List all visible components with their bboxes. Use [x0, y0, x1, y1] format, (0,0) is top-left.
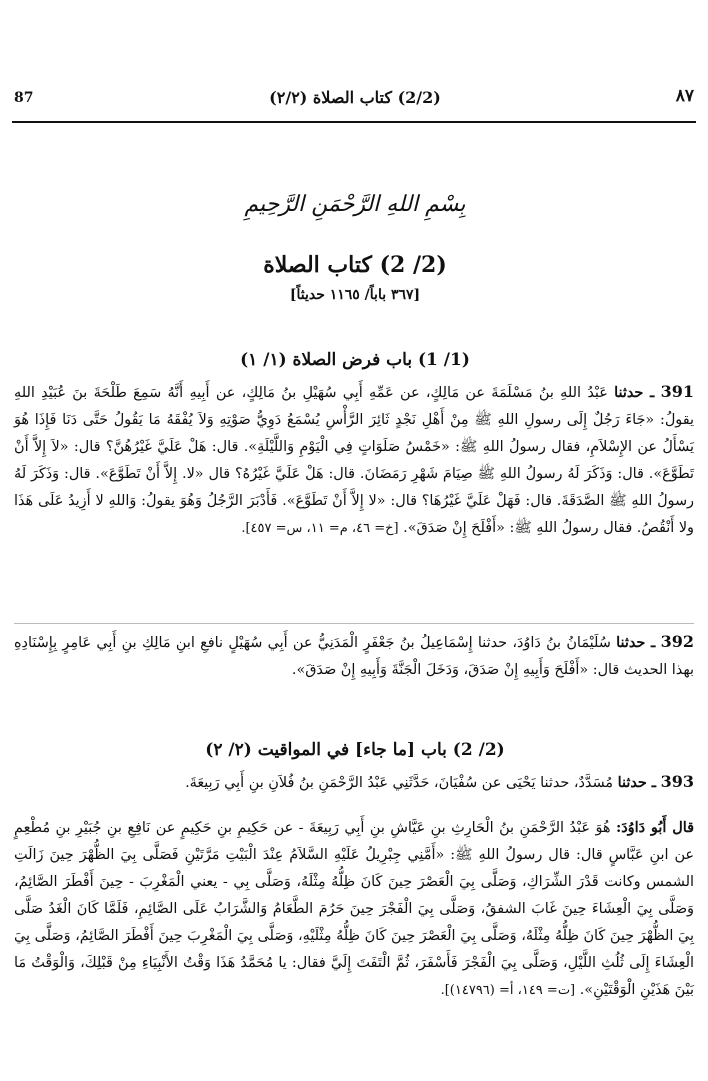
hadith-number: 392 [660, 632, 694, 651]
running-title: (2/2) كتاب الصلاة (٢/٢) [269, 88, 441, 107]
basmala: بِسْمِ اللهِ الرَّحْمَنِ الرَّحِيمِ [244, 192, 466, 217]
hadith-393-note [14, 814, 694, 1004]
hadith-392 [14, 628, 694, 684]
page-number-latin: 87 [14, 90, 34, 106]
hadith-reference: [خ= ٤٦، م= ١١، س= ٤٥٧]. [241, 521, 399, 536]
hadith-391 [14, 378, 694, 542]
hadith-lead: ـ حدثنا [617, 774, 657, 791]
hadith-393 [14, 768, 694, 797]
book-stats: [٣٦٧ باباً/ ١١٦٥ حديثاً] [289, 287, 421, 303]
note-lead: قال أَبُو دَاوُدَ: [615, 819, 694, 836]
hadith-lead: ـ حدثنا [616, 634, 656, 651]
hadith-text: عَبْدُ اللهِ بنُ مَسْلَمَةَ عن مَالِكٍ، عن عَمِّهِ أَبِي سُهَيْلِ بنُ مَالِكٍ، عن أَبِيهِ أَنَّهُ سَمِعَ طَلْحَةَ بنَ عُبَيْدِ اللهِ يقولُ: «جَاءَ رَجُلٌ إِلَى رسولِ اللهِ ﷺ مِنْ أَهْلِ نَجْدٍ ثَائِرَ الرَّأْسِ يُسْمَعُ دَوِيُّ صَوْتِهِ وَلاَ يُفْقَهُ مَا يَقُولُ حَتَّى دَنَا فَإِذَا هُوَ يَسْأَلُ عن الإِسْلاَمِ، فقال رسولُ اللهِ ﷺ: «خَمْسُ صَلَوَاتٍ فِي الْيَوْمِ وَاللَّيْلَةِ». قال: هَلْ عَلَيَّ غَيْرُهُنَّ؟ قال: «لاَ إِلاَّ أَنْ تَطَوَّعَ». قال: وَذَكَرَ لَهُ رسولُ اللهِ ﷺ صِيَامَ شَهْرِ رَمَضَانَ. قال: هَلْ عَلَيَّ غَيْرُهُ؟ قال «لا. إِلاَّ أَنْ تَطَوَّعَ». قال: وَذَكَرَ لَهُ رسولُ اللهِ ﷺ الصَّدَقَةَ. قال: فَهَلْ عَلَيَّ غَيْرُهَا؟ قال: «لا إِلاَّ أَنْ تَطَوَّعَ». فَأَدْبَرَ الرَّجُلُ وَهُوَ يقولُ: وَاللهِ لا أَزِيدُ عَلَى هَذَا ولا أَنْقُصُ. فقال رسولُ اللهِ ﷺ: «أَفْلَحَ إِنْ صَدَقَ». [14, 385, 694, 536]
hadith-number: 391 [660, 382, 694, 401]
hadith-number: 393 [660, 772, 694, 791]
hadith-text: مُسَدَّدٌ، حدثنا يَحْيَى عن سُفْيَانَ، حَدَّثَنِي عَبْدُ الرَّحْمَنِ بنُ فُلاَنِ بنِ أَبِي رَبِيعَةَ. [185, 775, 614, 791]
chapter-title-2: (2/ 2) باب [ما جاء] في المواقيت (٢/ ٢) [205, 740, 505, 760]
separator [14, 623, 694, 624]
chapter-title-1: (1/ 1) باب فرض الصلاة (١/ ١) [240, 350, 470, 370]
header-rule [12, 121, 696, 123]
book-title: (2/ 2) كتاب الصلاة [263, 252, 447, 278]
page-number-arabic: ٨٧ [675, 86, 694, 106]
hadith-lead: ـ حدثنا [614, 384, 655, 401]
note-text: هُوَ عَبْدُ الرَّحْمَنِ بنُ الْحَارِثِ بنِ عَيَّاشِ بنِ أَبِي رَبِيعَةَ - عن حَكِيمِ بنِ حَكِيمٍ عن نَافِعِ بنِ جُبَيْرِ بنِ مُطْعِمٍ عن ابنِ عَبَّاسٍ قال: قال رسولُ اللهِ ﷺ: «أَمَّنِي جِبْرِيلُ عَلَيْهِ السَّلاَمُ عِنْدَ الْبَيْتِ مَرَّتَيْنِ فَصَلَّى بِيَ الظُّهْرَ حِينَ زَالَتِ الشمس وكانت قَدْرَ الشِّرَاكِ، وَصَلَّى بِيَ الْعَصْرَ حِينَ كَانَ ظِلُّهُ مِثْلَهُ، وَصَلَّى بِي - يعني الْمَغْرِبَ - حِينَ أَفْطَرَ الصَّائِمُ، وَصَلَّى بِيَ الْعِشَاءَ حِينَ غَابَ الشفقُ، وَصَلَّى بِيَ الْفَجْرَ حِينَ حَرُمَ الطَّعَامُ وَالشَّرَابُ عَلَى الصَّائِمِ، فَلَمَّا كَانَ الْغَدُ صَلَّى بِيَ الظُّهْرَ حِينَ كَانَ ظِلُّهُ مِثْلَهُ، وَصَلَّى بِيَ الْعَصْرَ حِينَ كَانَ ظِلُّهُ مِثْلَيْهِ، وَصَلَّى بِيَ الْمَغْرِبَ حِينَ أَفْطَرَ الصَّائِمُ، وَصَلَّى بِيَ الْعِشَاءَ إِلَى ثُلُثِ اللَّيْلِ، وَصَلَّى بِيَ الْفَجْرَ فَأَسْفَرَ، ثُمَّ الْتَفَتَ إِلَيَّ فقال: يا مُحَمَّدُ هَذَا وَقْتُ الأَنْبِيَاءِ مِنْ قَبْلِكَ، وَالْوَقْتُ مَا بَيْنَ هَذَيْنِ الْوَقْتَيْنِ». [14, 820, 694, 998]
hadith-text: سُلَيْمَانُ بنُ دَاوُدَ، حدثنا إِسْمَاعِيلُ بنُ جَعْفَرٍ الْمَدَنِيُّ عن أَبِي سُهَيْلٍ نافعِ ابنِ مَالِكِ بنِ أَبِي عَامِرٍ بِإِسْنَادِهِ بهذا الحديث قال: «أَفْلَحَ وَأَبِيهِ إِنْ صَدَقَ، وَدَخَلَ الْجَنَّةَ وَأَبِيهِ إِنْ صَدَقَ». [14, 635, 694, 678]
note-reference: [ت= ١٤٩، أ= (١٤٧٩٦)]. [440, 983, 576, 998]
